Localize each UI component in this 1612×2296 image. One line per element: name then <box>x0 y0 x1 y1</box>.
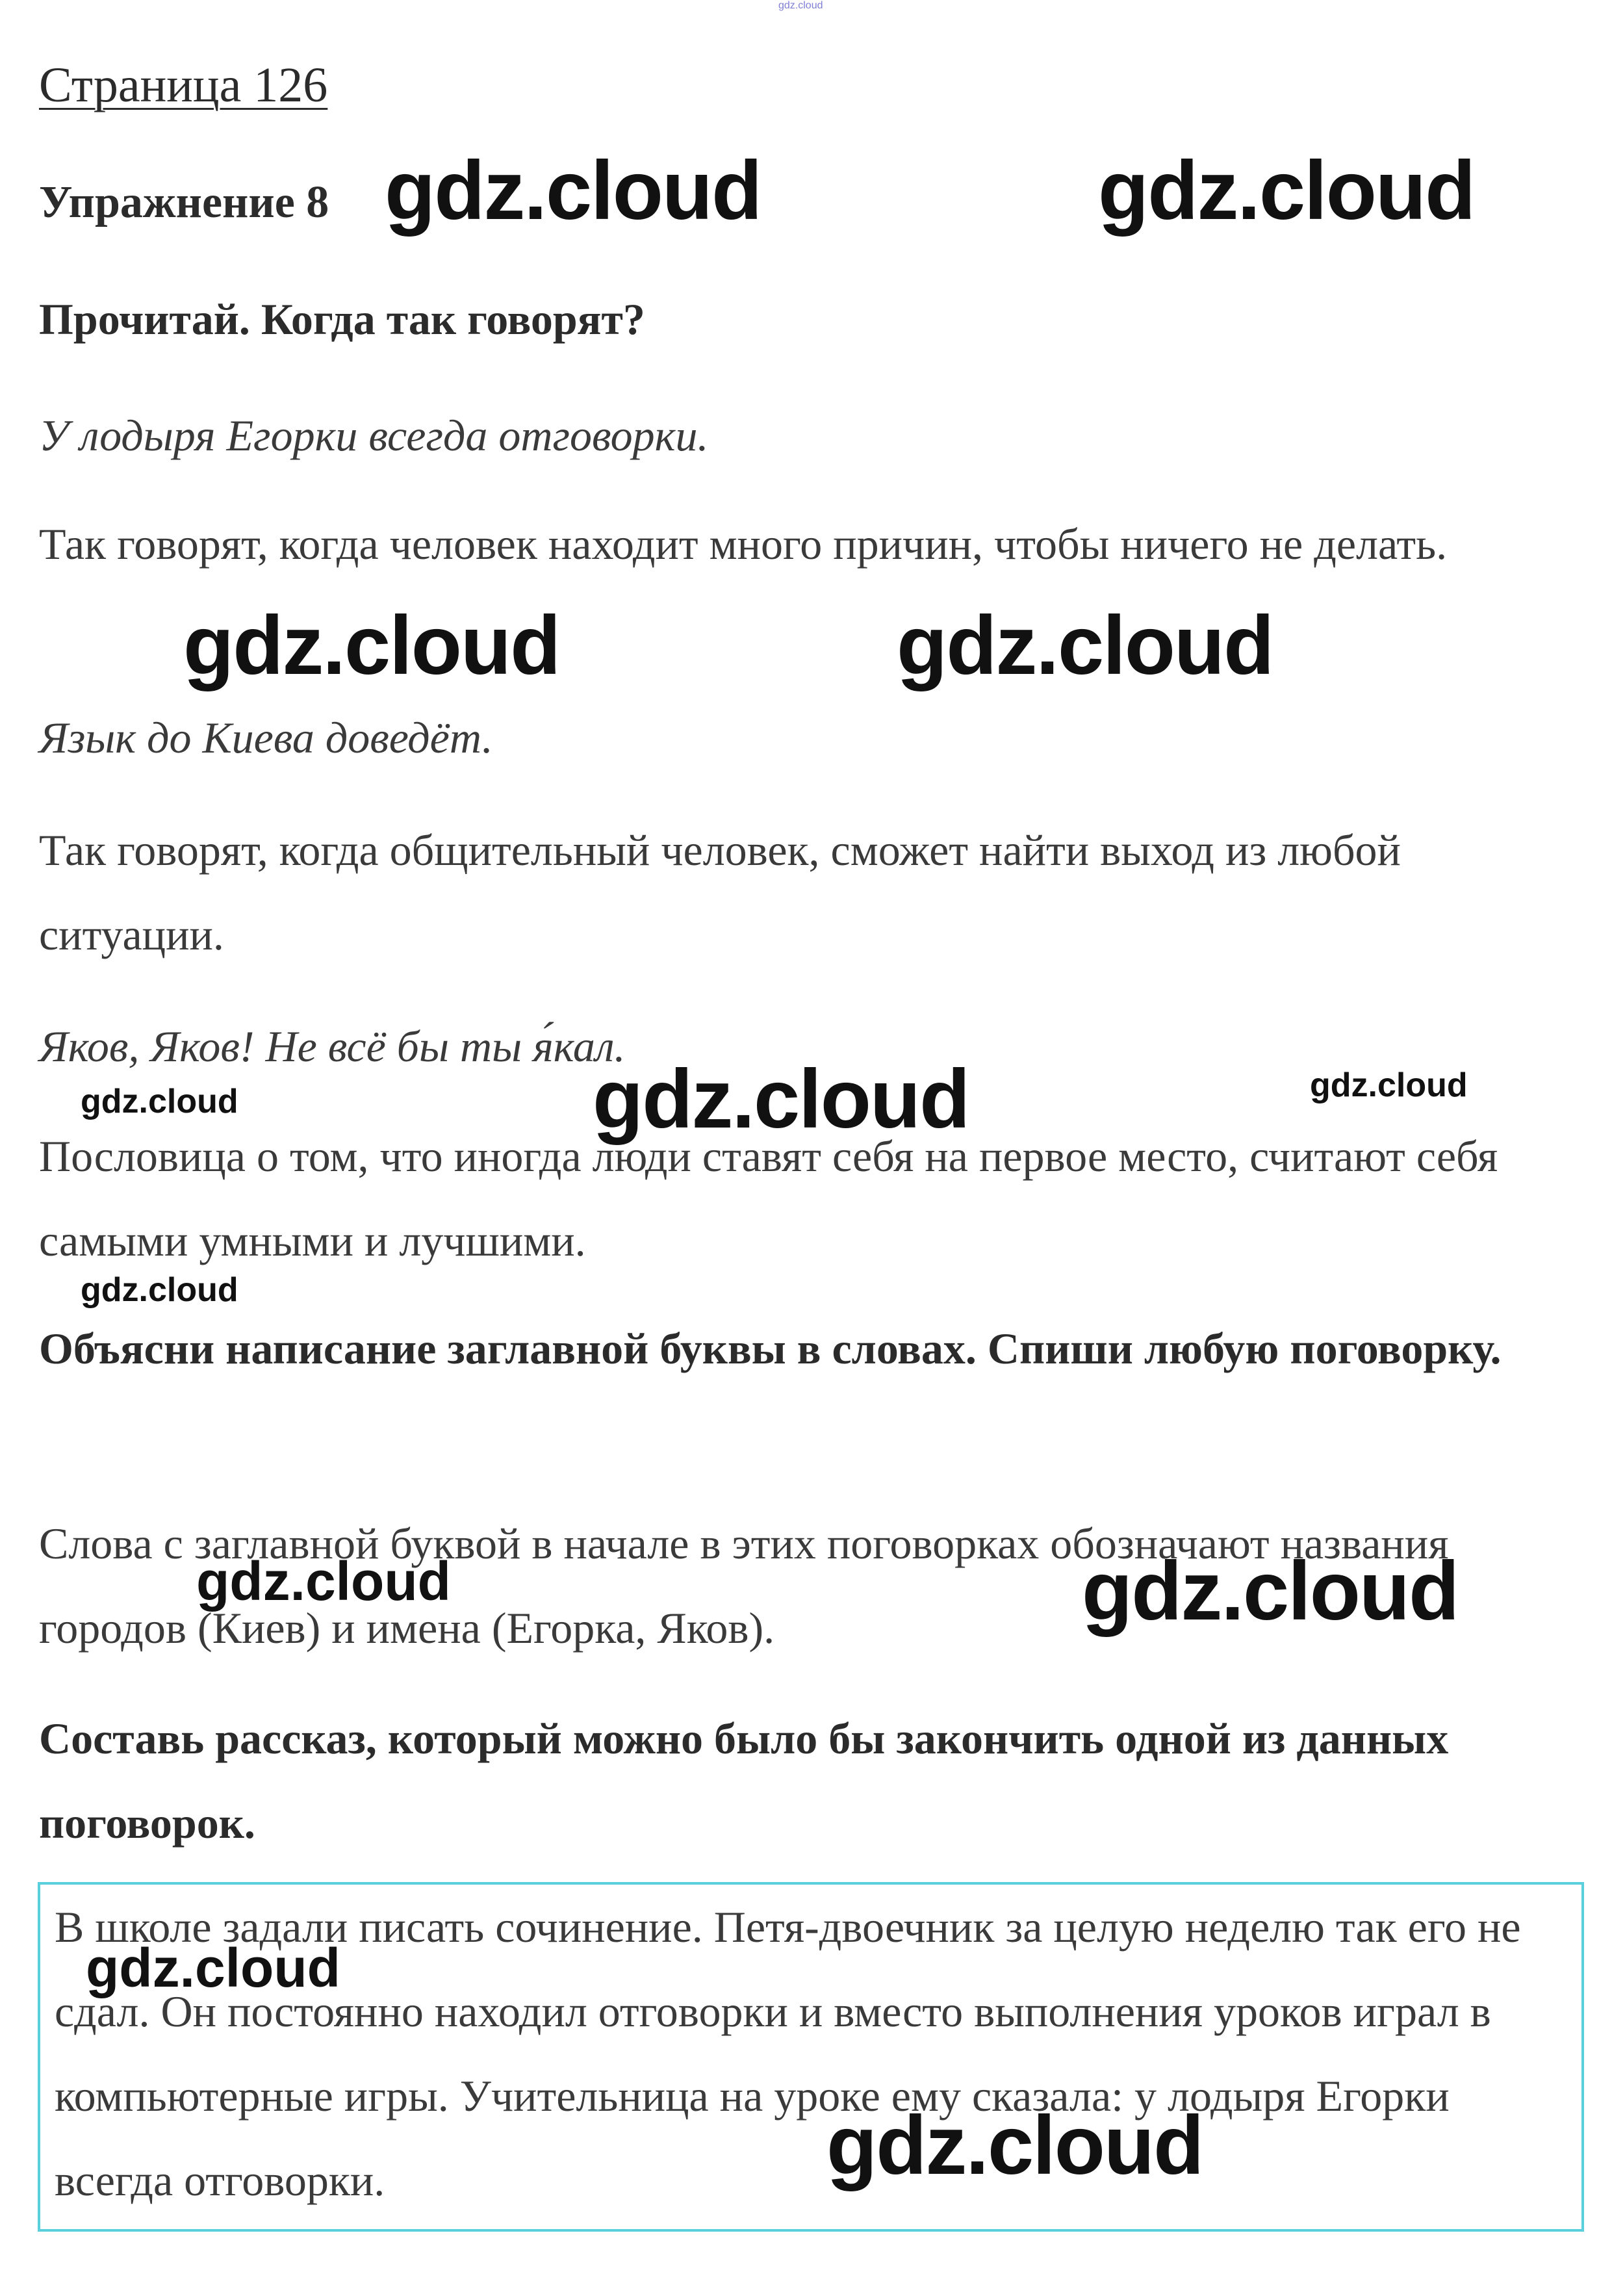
answer-1: Так говорят, когда человек находит много причин, чтобы ничего не делать. <box>39 519 1448 569</box>
answer-2: Так говорят, когда общительный человек, сможет найти выход из любой ситуации. <box>39 825 1401 959</box>
story-box <box>38 1882 1584 2232</box>
watermark: gdz.cloud <box>1082 1545 1459 1638</box>
watermark: gdz.cloud <box>1098 144 1475 237</box>
watermark: gdz.cloud <box>86 1937 340 1998</box>
story-text: В школе задали писать сочинение. Петя-двоечник за целую неделю так его не сдал. Он постоянно находил отговорки и вместо выполнения уроков играл в компьютерные игры. Учительница на уроке ему сказала: у лодыря Егорки всегда отговорки. <box>55 1902 1521 2205</box>
task-read-heading: Прочитай. Когда так говорят? <box>39 294 645 344</box>
watermark: gdz.cloud <box>183 599 560 692</box>
watermark: gdz.cloud <box>385 144 761 237</box>
watermark: gdz.cloud <box>81 1083 238 1120</box>
watermark: gdz.cloud <box>196 1551 451 1612</box>
task-explain-heading: Объясни написание заглавной буквы в словах. Спиши любую поговорку. <box>39 1324 1502 1373</box>
watermark: gdz.cloud <box>593 1053 969 1146</box>
watermark: gdz.cloud <box>81 1271 238 1309</box>
watermark: gdz.cloud <box>826 2099 1203 2192</box>
proverb-1: У лодыря Егорки всегда отговорки. <box>39 411 709 460</box>
task-compose-heading: Составь рассказ, который можно было бы закончить одной из данных поговорок. <box>39 1714 1449 1848</box>
watermark: gdz.cloud <box>1310 1066 1468 1104</box>
answer-4: Слова с заглавной буквой в начале в этих поговорках обозначают названия городов (Киев) и имена (Егорка, Яков). <box>39 1519 1449 1653</box>
exercise-title: Упражнение 8 <box>39 177 329 227</box>
proverb-2: Язык до Киева доведёт. <box>39 713 493 762</box>
answer-3: Пословица о том, что иногда люди ставят себя на первое место, считают себя самыми умными и лучшими. <box>39 1131 1498 1265</box>
proverb-3: Яков, Яков! Не всё бы ты я́кал. <box>39 1022 626 1071</box>
page-title: Страница 126 <box>39 58 328 112</box>
watermark: gdz.cloud <box>897 599 1273 692</box>
top-watermark: gdz.cloud <box>778 0 823 11</box>
